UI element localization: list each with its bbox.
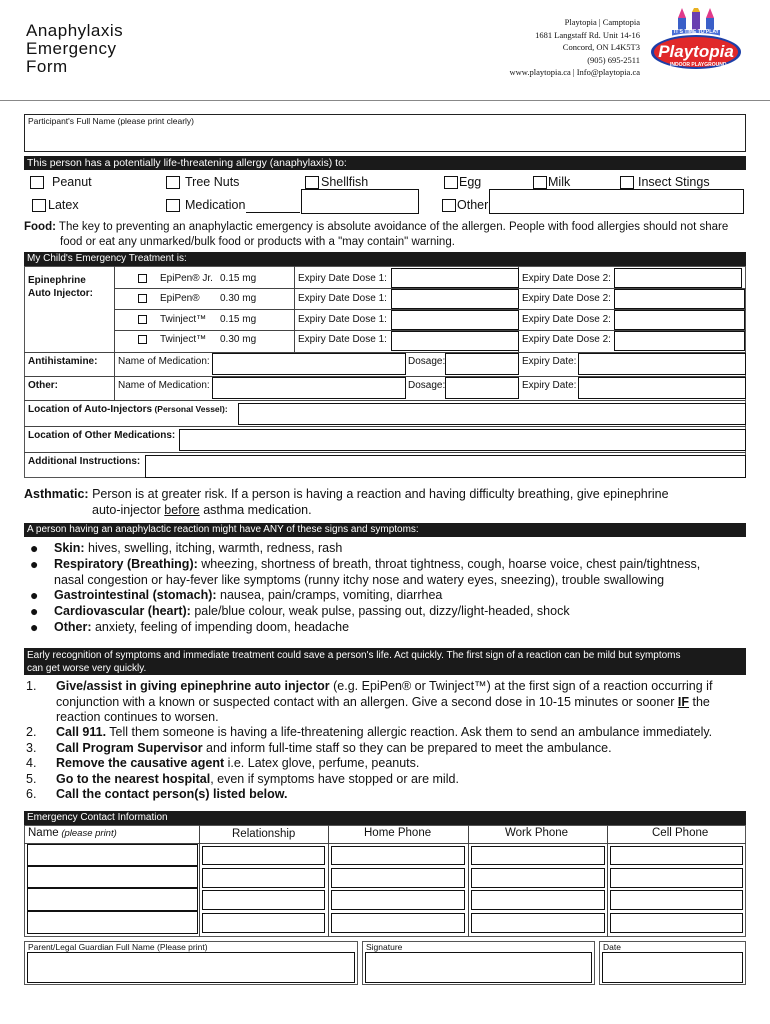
- latex-checkbox[interactable]: [32, 199, 46, 212]
- epinephrine-label: [28, 274, 93, 300]
- sign-skin: [54, 541, 342, 557]
- epipen-jr-d2-label: Expiry Date Dose 2:: [522, 273, 611, 284]
- contact-4-work[interactable]: [471, 913, 605, 933]
- food-line-1: The key to preventing an anaphylactic emergency is absolute avoidance of the allergen. People with food allergies should not share: [55, 221, 729, 233]
- food-note: [24, 220, 754, 250]
- contact-2-work[interactable]: [471, 868, 605, 888]
- twinject-030-d1-label: Expiry Date Dose 1:: [298, 334, 387, 345]
- step-1-line-2b: IF: [677, 694, 689, 709]
- location-auto-label: [28, 404, 228, 415]
- insect-stings-checkbox[interactable]: [620, 176, 634, 189]
- sign-other: [54, 620, 349, 636]
- signs-bar: A person having an anaphylactic reaction might have ANY of these signs and symptoms:: [24, 523, 746, 537]
- food-label: Food:: [24, 221, 56, 233]
- latex-label: Latex: [48, 198, 79, 212]
- step-1-line-2a: conjunction with a known or suspected contact with an allergen. Give a second dose in 10-15 minutes or sooner: [56, 694, 678, 709]
- asthma-line-2a: auto-injector: [92, 502, 165, 517]
- contact-name-col: Name: [28, 827, 59, 839]
- other-med-expiry-field[interactable]: [578, 377, 746, 399]
- food-line-2: food or eat any unmarked/bulk food or products with a "may contain" warning.: [60, 236, 455, 248]
- guardian-name-field[interactable]: [27, 952, 355, 983]
- contacts-bar: Emergency Contact Information: [24, 811, 746, 825]
- antihistamine-name-label: Name of Medication:: [118, 356, 210, 367]
- sign-gastro-heading: Gastrointestinal (stomach):: [54, 588, 217, 602]
- twinject-015-d1-label: Expiry Date Dose 1:: [298, 314, 387, 325]
- antihistamine-expiry-field[interactable]: [578, 353, 746, 375]
- medication-checkbox[interactable]: [166, 199, 180, 212]
- shellfish-checkbox[interactable]: [305, 176, 319, 189]
- early-bar: [24, 648, 746, 675]
- epipen-name: EpiPen®: [160, 293, 200, 304]
- step-4-number: 4.: [26, 756, 37, 770]
- signature-label: Signature: [366, 942, 403, 952]
- insect-stings-label: Insect Stings: [638, 175, 710, 189]
- asthma-line-2b: before: [164, 502, 200, 517]
- step-1-text: (e.g. EpiPen® or Twinject™) at the first sign of a reaction occurring if: [329, 679, 713, 693]
- step-4: [56, 756, 419, 772]
- epipen-jr-checkbox[interactable]: [138, 274, 147, 283]
- step-2-number: 2.: [26, 725, 37, 739]
- sign-other-text: anxiety, feeling of impending doom, headache: [91, 620, 350, 634]
- contact-4-cell[interactable]: [610, 913, 743, 933]
- additional-field[interactable]: [145, 455, 746, 478]
- org-line-5: www.playtopia.ca | Info@playtopia.ca: [509, 67, 640, 77]
- epipen-d1-label: Expiry Date Dose 1:: [298, 293, 387, 304]
- epinephrine-label-2: Auto Injector:: [28, 288, 93, 299]
- title-line-1: Anaphylaxis: [26, 21, 124, 40]
- location-other-field[interactable]: [179, 429, 746, 451]
- treatment-bar: My Child's Emergency Treatment is:: [24, 252, 746, 266]
- sign-skin-text: hives, swelling, itching, warmth, redness, rash: [84, 541, 343, 555]
- twinject-030-dose: 0.30 mg: [220, 334, 257, 345]
- sign-respiratory: [54, 557, 700, 588]
- early-bar-line-2: can get worse very quickly.: [27, 663, 147, 674]
- step-4-text: i.e. Latex glove, perfume, peanuts.: [224, 756, 420, 770]
- other-med-dosage-field[interactable]: [445, 377, 519, 399]
- milk-checkbox[interactable]: [533, 176, 547, 189]
- guardian-name-label: Parent/Legal Guardian Full Name (Please print): [28, 942, 208, 952]
- medication-label: Medication: [185, 198, 246, 212]
- step-6: [56, 787, 288, 803]
- step-5-text: , even if symptoms have stopped or are mild.: [210, 772, 459, 786]
- medication-line[interactable]: [246, 212, 300, 213]
- early-bar-line-1: Early recognition of symptoms and immediate treatment could save a person's life. Act quickly. The first sign of a reaction can be mild but symptoms: [27, 650, 681, 661]
- step-1: [56, 679, 756, 726]
- sign-other-heading: Other:: [54, 620, 92, 634]
- sign-respiratory-line-2: nasal congestion or hay-fever like symptoms (runny itchy nose and watery eyes, sneezing), trouble swallowing: [54, 572, 665, 587]
- contact-3-relationship[interactable]: [202, 890, 325, 910]
- epipen-jr-dose: 0.15 mg: [220, 273, 257, 284]
- egg-label: Egg: [459, 175, 482, 189]
- sign-respiratory-text: wheezing, shortness of breath, throat tightness, cough, hoarse voice, chest pain/tightness,: [197, 557, 701, 571]
- contact-name-header: [28, 827, 117, 839]
- additional-label: Additional Instructions:: [28, 456, 141, 467]
- contact-4-name[interactable]: [27, 911, 198, 934]
- step-2-text: Tell them someone is having a life-threatening allergic reaction. Ask them to send an ambulance immediately.: [106, 725, 713, 739]
- twinject-015-d1-field[interactable]: [391, 310, 519, 330]
- sign-respiratory-heading: Respiratory (Breathing):: [54, 557, 198, 571]
- contact-2-cell[interactable]: [610, 868, 743, 888]
- tree-nuts-label: Tree Nuts: [185, 175, 240, 189]
- other-med-name-field[interactable]: [212, 377, 406, 399]
- epipen-checkbox[interactable]: [138, 294, 147, 303]
- location-other-label: Location of Other Medications:: [28, 430, 176, 441]
- location-auto-note: (Personal Vessel):: [152, 404, 228, 414]
- contact-name-note: (please print): [58, 828, 117, 839]
- step-1-line-3: reaction continues to worsen.: [56, 710, 219, 724]
- twinject-030-d2-field[interactable]: [614, 331, 745, 351]
- egg-checkbox[interactable]: [444, 176, 458, 189]
- contact-work-phone-header: Work Phone: [505, 827, 569, 839]
- other-allergy-checkbox[interactable]: [442, 199, 456, 212]
- shellfish-detail-field[interactable]: [301, 189, 419, 214]
- contact-3-cell[interactable]: [610, 890, 743, 910]
- contact-1-home[interactable]: [331, 846, 465, 865]
- title-line-3: Form: [26, 57, 68, 76]
- epipen-d2-label: Expiry Date Dose 2:: [522, 293, 611, 304]
- date-field[interactable]: [602, 952, 743, 983]
- step-6-number: 6.: [26, 787, 37, 801]
- location-auto-field[interactable]: [238, 403, 746, 425]
- logo-top-text: IT'S TIME TO PLAY: [674, 29, 719, 35]
- step-3: [56, 741, 612, 757]
- antihistamine-expiry-label: Expiry Date:: [522, 356, 577, 367]
- antihistamine-dosage-field[interactable]: [445, 353, 519, 375]
- org-line-4: (905) 695-2511: [587, 54, 640, 65]
- bullet-icon: ●: [30, 556, 39, 572]
- form-title: [26, 22, 123, 76]
- milk-label: Milk: [548, 175, 571, 189]
- contact-1-name[interactable]: [27, 844, 198, 866]
- other-allergy-label: Other: [457, 198, 489, 212]
- epinephrine-label-1: Epinephrine: [28, 275, 86, 286]
- epipen-jr-name: EpiPen® Jr.: [160, 273, 213, 284]
- title-line-2: Emergency: [26, 39, 117, 58]
- step-3-number: 3.: [26, 741, 37, 755]
- sign-cardio: [54, 604, 570, 620]
- location-auto-text: Location of Auto-Injectors: [28, 404, 153, 415]
- antihistamine-dosage-label: Dosage:: [408, 356, 446, 367]
- antihistamine-label: Antihistamine:: [28, 356, 98, 367]
- asthma-line-1: Person is at greater risk. If a person is having a reaction and having difficulty breathing, give epinephrine: [88, 487, 669, 501]
- twinject-030-name: Twinject™: [160, 334, 207, 345]
- contact-2-name[interactable]: [27, 866, 198, 888]
- logo-text: Playtopia: [658, 42, 734, 61]
- bullet-icon: ●: [30, 619, 39, 635]
- sign-cardio-heading: Cardiovascular (heart):: [54, 604, 191, 618]
- step-1-number: 1.: [26, 679, 37, 693]
- epipen-dose: 0.30 mg: [220, 293, 257, 304]
- contact-3-name[interactable]: [27, 888, 198, 911]
- playtopia-logo: [648, 8, 744, 78]
- step-3-heading: Call Program Supervisor: [56, 741, 203, 755]
- peanut-label: Peanut: [52, 175, 92, 189]
- org-line-2: 1681 Langstaff Rd. Unit 14-16: [535, 29, 640, 40]
- other-allergy-field[interactable]: [489, 189, 744, 214]
- step-4-heading: Remove the causative agent: [56, 756, 225, 770]
- other-med-dosage-label: Dosage:: [408, 380, 446, 391]
- org-line-3: Concord, ON L4K5T3: [562, 42, 640, 52]
- contact-4-relationship[interactable]: [202, 913, 325, 933]
- contact-2-relationship[interactable]: [202, 868, 325, 888]
- participant-name-label: Participant's Full Name (please print clearly): [28, 116, 195, 126]
- twinject-030-d1-field[interactable]: [391, 331, 519, 351]
- date-label: Date: [603, 942, 621, 952]
- org-address: [509, 16, 640, 79]
- sign-skin-heading: Skin:: [54, 541, 85, 555]
- step-1-heading: Give/assist in giving epinephrine auto injector: [56, 679, 330, 693]
- step-6-heading: Call the contact person(s) listed below.: [56, 787, 288, 801]
- epipen-jr-d2-field[interactable]: [614, 268, 742, 288]
- bullet-icon: ●: [30, 587, 39, 603]
- allergy-bar: This person has a potentially life-threatening allergy (anaphylaxis) to:: [24, 156, 746, 170]
- asthma-line-2c: asthma medication.: [199, 502, 312, 517]
- contact-3-work[interactable]: [471, 890, 605, 910]
- step-5-heading: Go to the nearest hospital: [56, 772, 211, 786]
- contact-1-work[interactable]: [471, 846, 605, 865]
- twinject-030-checkbox[interactable]: [138, 335, 147, 344]
- shellfish-label: Shellfish: [321, 175, 369, 189]
- epipen-d1-field[interactable]: [391, 289, 519, 309]
- contact-2-home[interactable]: [331, 868, 465, 888]
- step-2-heading: Call 911.: [56, 725, 107, 739]
- other-med-label: Other:: [28, 380, 58, 391]
- asthma-note: [24, 487, 754, 518]
- sign-gastro-text: nausea, pain/cramps, vomiting, diarrhea: [216, 588, 443, 602]
- step-2: [56, 725, 712, 741]
- epipen-jr-d1-label: Expiry Date Dose 1:: [298, 273, 387, 284]
- contact-4-home[interactable]: [331, 913, 465, 933]
- twinject-015-checkbox[interactable]: [138, 315, 147, 324]
- twinject-030-d2-label: Expiry Date Dose 2:: [522, 334, 611, 345]
- signature-field[interactable]: [365, 952, 592, 983]
- sign-gastro: [54, 588, 442, 604]
- tree-nuts-checkbox[interactable]: [166, 176, 180, 189]
- other-med-expiry-label: Expiry Date:: [522, 380, 577, 391]
- asthma-label: Asthmatic:: [24, 487, 89, 501]
- contact-3-home[interactable]: [331, 890, 465, 910]
- epipen-d2-field[interactable]: [614, 289, 745, 309]
- step-1-line-2c: the: [689, 694, 710, 709]
- antihistamine-name-field[interactable]: [212, 353, 406, 375]
- contact-cell-phone-header: Cell Phone: [652, 827, 709, 839]
- twinject-015-name: Twinject™: [160, 314, 207, 325]
- twinject-015-d2-field[interactable]: [614, 310, 745, 330]
- contact-1-relationship[interactable]: [202, 846, 325, 865]
- peanut-checkbox[interactable]: [30, 176, 44, 189]
- twinject-015-d2-label: Expiry Date Dose 2:: [522, 314, 611, 325]
- twinject-015-dose: 0.15 mg: [220, 314, 257, 325]
- contact-home-phone-header: Home Phone: [364, 827, 432, 839]
- org-line-1: Playtopia | Camptopia: [564, 17, 640, 27]
- bullet-icon: ●: [30, 603, 39, 619]
- bullet-icon: ●: [30, 540, 39, 556]
- sign-cardio-text: pale/blue colour, weak pulse, passing out, dizzy/light-headed, shock: [190, 604, 570, 618]
- step-3-text: and inform full-time staff so they can be prepared to meet the ambulance.: [202, 741, 612, 755]
- contact-1-cell[interactable]: [610, 846, 743, 865]
- step-5-number: 5.: [26, 772, 37, 786]
- logo-bottom-text: INDOOR PLAYGROUND: [670, 62, 727, 68]
- epipen-jr-d1-field[interactable]: [391, 268, 519, 288]
- other-med-name-label: Name of Medication:: [118, 380, 210, 391]
- contact-relationship-header: Relationship: [232, 828, 296, 840]
- step-5: [56, 772, 459, 788]
